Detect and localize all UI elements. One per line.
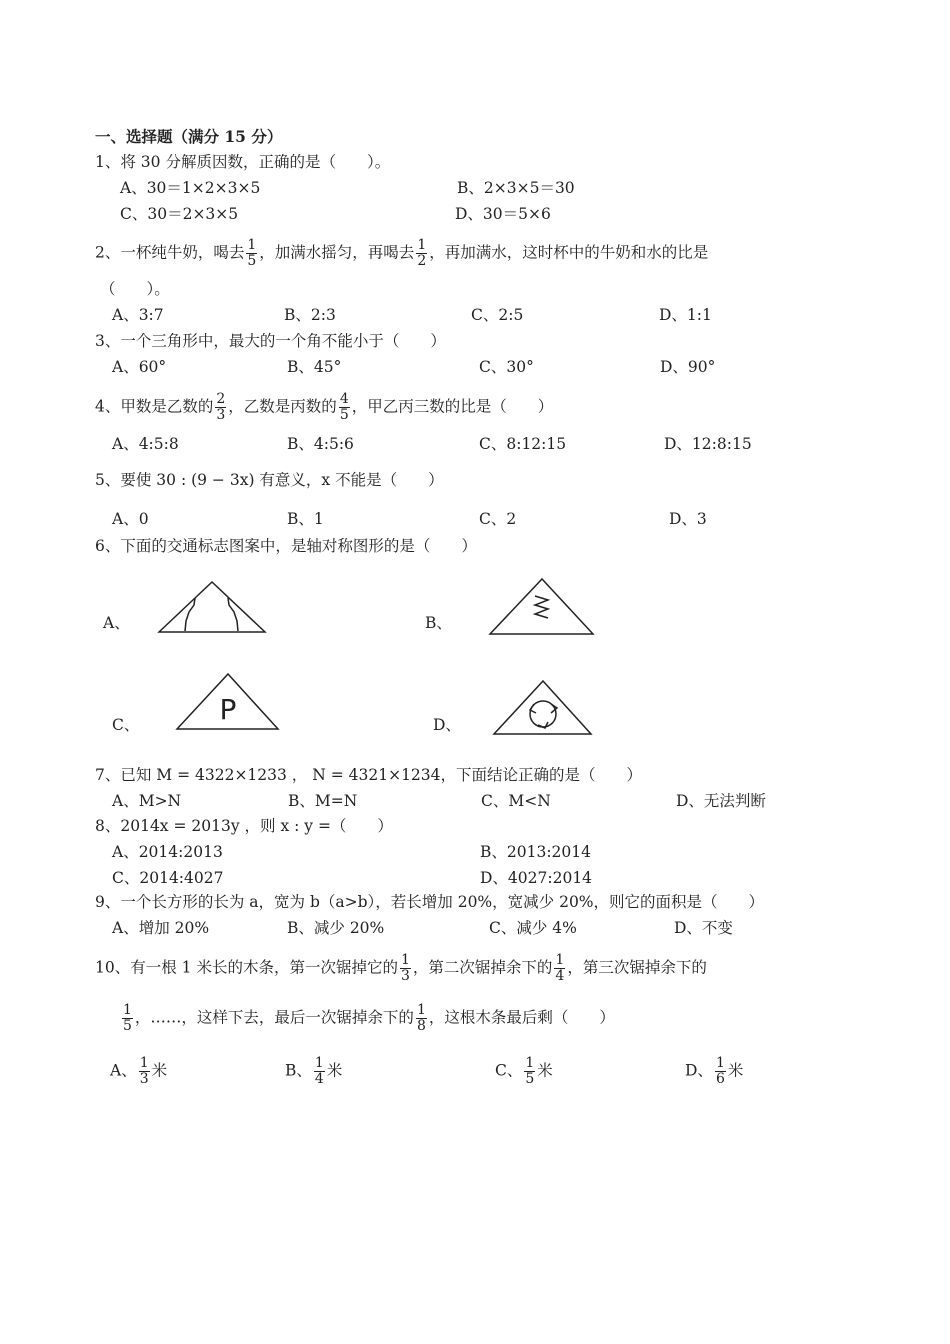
q6-option-a-label: A、 (103, 614, 130, 632)
question-4-stem (95, 392, 553, 423)
q5-option-b: B、1 (287, 510, 324, 528)
sign-b-zigzag-icon (489, 578, 595, 636)
q7-option-a: A、M>N (112, 792, 182, 810)
sign-c-letter: P (219, 693, 237, 726)
q4-text-1: 4、甲数是乙数的 (95, 397, 214, 416)
q3-option-a: A、60° (112, 358, 167, 376)
q10-fraction-2: $\frac{1}{4}$ (555, 952, 565, 984)
q2-answer-blank: （ ）。 (100, 280, 170, 298)
q2-text-1: 2、一杯纯牛奶，喝去 (95, 243, 245, 262)
q4-option-c: C、8:12:15 (479, 435, 567, 453)
q2-fraction-2: $\frac{1}{2}$ (417, 237, 427, 269)
q10-text-1: 10、有一根 1 米长的木条，第一次锯掉它的 (95, 958, 398, 977)
question-3-stem: 3、一个三角形中，最大的一个角不能小于（ ） (95, 332, 446, 350)
q2-fraction-1: $\frac{1}{5}$ (247, 237, 257, 269)
question-10-stem-line-1 (95, 953, 707, 984)
q10-option-b: B、 $\frac{1}{4}$ 米 (285, 1055, 343, 1087)
q3-option-c: C、30° (479, 358, 534, 376)
q10-option-a: A、 $\frac{1}{3}$ 米 (110, 1055, 168, 1087)
q4-fraction-1: $\frac{2}{3}$ (216, 391, 226, 423)
sign-d-recycle-icon (493, 680, 593, 736)
q4-option-a: A、4:5:8 (112, 435, 179, 453)
q3-option-b: B、45° (287, 358, 342, 376)
q2-option-a: A、3:7 (112, 306, 164, 324)
q8-option-c: C、2014:4027 (112, 869, 224, 887)
q4-text-3: ，甲乙丙三数的比是（ ） (351, 397, 554, 416)
question-2-stem (95, 238, 708, 269)
q6-option-b-label: B、 (425, 614, 452, 632)
section-title: 一、选择题（满分 15 分） (95, 127, 283, 146)
sign-c-parking-icon (176, 673, 280, 731)
q10-option-c-fraction: $\frac{1}{5}$ (525, 1055, 535, 1087)
q7-option-c: C、M<N (481, 792, 551, 810)
q10-option-d-fraction: $\frac{1}{6}$ (715, 1055, 725, 1087)
q1-option-b: B、2×3×5＝30 (457, 179, 575, 197)
q1-option-a: A、30＝1×2×3×5 (120, 179, 261, 197)
question-9-stem: 9、一个长方形的长为 a，宽为 b（a>b），若长增加 20%，宽减少 20%，则它的面积是（ ） (95, 893, 765, 911)
q7-option-d: D、无法判断 (676, 792, 766, 810)
q1-option-c: C、30＝2×3×5 (120, 205, 239, 223)
question-1-stem: 1、将 30 分解质因数，正确的是（ ）。 (95, 153, 391, 171)
q8-option-d: D、4027:2014 (480, 869, 593, 887)
q9-option-b: B、减少 20% (287, 919, 385, 937)
question-10-stem-line-2 (120, 1003, 615, 1034)
q2-text-2: ，加满水摇匀，再喝去 (259, 243, 415, 262)
q1-option-d: D、30＝5×6 (455, 205, 551, 223)
q10-option-c: C、 $\frac{1}{5}$ 米 (495, 1055, 553, 1087)
q10-text-4: ，……，这样下去，最后一次锯掉余下的 (134, 1008, 414, 1027)
q10-option-b-fraction: $\frac{1}{4}$ (314, 1055, 324, 1087)
q10-text-5: ，这根木条最后剩（ ） (428, 1008, 615, 1027)
q6-option-d-label: D、 (433, 716, 461, 734)
q10-fraction-3: $\frac{1}{5}$ (123, 1002, 132, 1034)
q2-text-3: ，再加满水，这时杯中的牛奶和水的比是 (429, 243, 709, 262)
q10-option-a-fraction: $\frac{1}{3}$ (139, 1055, 149, 1087)
question-5-stem: 5、要使 30 : (9 − 3x) 有意义，x 不能是（ ） (95, 471, 444, 489)
q4-text-2: ，乙数是丙数的 (228, 397, 337, 416)
q4-option-b: B、4:5:6 (287, 435, 354, 453)
q7-option-b: B、M=N (288, 792, 358, 810)
q5-option-a: A、0 (112, 510, 149, 528)
q9-option-a: A、增加 20% (112, 919, 210, 937)
sign-a-road-icon (158, 581, 266, 633)
q10-fraction-1: $\frac{1}{3}$ (400, 952, 410, 984)
q9-option-c: C、减少 4% (489, 919, 577, 937)
question-8-stem: 8、2014x = 2013y ，则 x : y =（ ） (95, 817, 393, 835)
q10-option-d: D、 $\frac{1}{6}$ 米 (685, 1055, 744, 1087)
q10-text-2: ，第二次锯掉余下的 (412, 958, 553, 977)
q3-option-d: D、90° (660, 358, 716, 376)
q5-option-d: D、3 (669, 510, 707, 528)
q10-text-3: ，第三次锯掉余下的 (567, 958, 707, 977)
question-6-stem: 6、下面的交通标志图案中，是轴对称图形的是（ ） (95, 537, 477, 555)
q4-option-d: D、12:8:15 (664, 435, 752, 453)
q9-option-d: D、不变 (674, 919, 733, 937)
q10-fraction-4: $\frac{1}{8}$ (416, 1002, 426, 1034)
q5-option-c: C、2 (479, 510, 517, 528)
q6-option-c-label: C、 (112, 716, 140, 734)
q2-option-c: C、2:5 (471, 306, 524, 324)
q8-option-a: A、2014:2013 (112, 843, 223, 861)
q2-option-b: B、2:3 (284, 306, 336, 324)
q2-option-d: D、1:1 (659, 306, 712, 324)
question-7-stem: 7、已知 M = 4322×1233 ， N = 4321×1234，下面结论正确的是（ ） (95, 766, 643, 784)
q4-fraction-2: $\frac{4}{5}$ (339, 391, 349, 423)
q8-option-b: B、2013:2014 (480, 843, 592, 861)
